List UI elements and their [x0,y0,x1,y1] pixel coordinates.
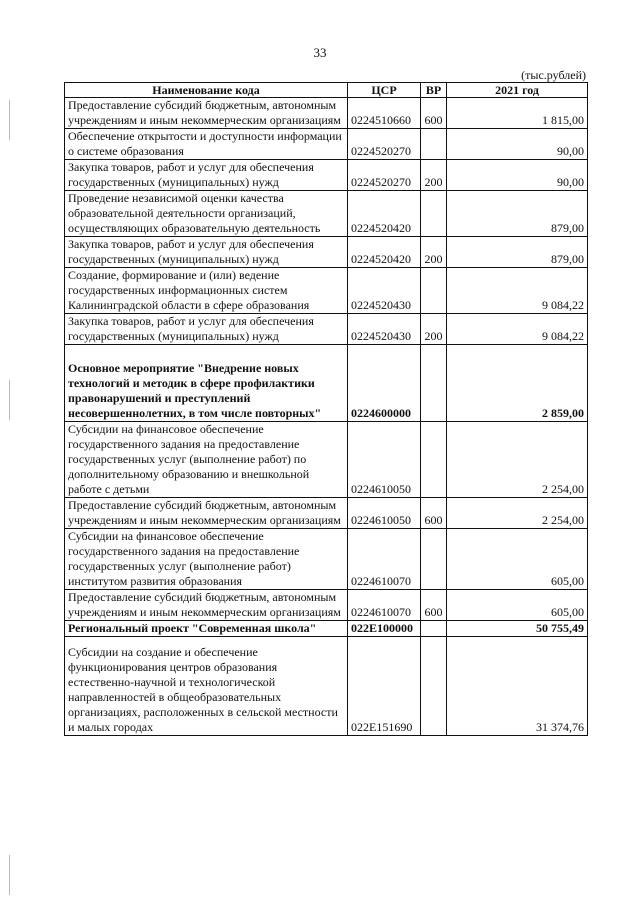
row-vr: 200 [421,160,447,191]
row-amount: 2 254,00 [447,422,588,498]
row-vr [421,129,447,160]
row-csr: 0224610050 [348,422,421,498]
row-csr: 0224610050 [348,498,421,529]
table-row-section [65,621,588,637]
row-csr: 0224520420 [348,237,421,268]
row-name: Создание, формирование и (или) ведение государственных информационных систем Калининградской области в сфере образования [65,268,348,314]
row-name: Основное мероприятие "Внедрение новых технологий и методик в сфере профилактики правонарушений и преступлений несовершеннолетних, в том числе повторных" [65,345,348,422]
row-name: Предоставление субсидий бюджетным, автономным учреждениям и иным некоммерческим организациям [65,590,348,621]
row-csr: 0224610070 [348,590,421,621]
row-vr: 600 [421,590,447,621]
row-vr [421,621,447,637]
row-amount: 90,00 [447,160,588,191]
row-csr: 0224510660 [348,98,421,129]
row-csr: 0224520270 [348,160,421,191]
row-amount: 605,00 [447,529,588,590]
row-name: Субсидии на финансовое обеспечение государственного задания на предоставление государственных услуг (выполнение работ) институтом развития образования [65,529,348,590]
row-name: Предоставление субсидий бюджетным, автономным учреждениям и иным некоммерческим организациям [65,98,348,129]
table-row [65,529,588,590]
row-vr [421,268,447,314]
row-amount: 605,00 [447,590,588,621]
row-amount: 31 374,76 [447,637,588,736]
table-row [65,637,588,736]
table-row [65,98,588,129]
table-row [65,314,588,345]
row-csr: 0224520430 [348,314,421,345]
row-csr: 0224610070 [348,529,421,590]
units-label: (тыс.рублей) [521,68,586,82]
row-amount: 9 084,22 [447,314,588,345]
header-name: Наименование кода [65,83,348,98]
binding-mark-middle [9,380,10,420]
row-name: Субсидии на финансовое обеспечение государственного задания на предоставление государственных услуг (выполнение работ) по дополнительному образованию и внешкольной работе с детьми [65,422,348,498]
row-vr: 600 [421,98,447,129]
row-vr: 200 [421,237,447,268]
table-row [65,498,588,529]
table-row [65,191,588,237]
table-row [65,160,588,191]
row-csr: 022E100000 [348,621,421,637]
row-amount: 879,00 [447,237,588,268]
row-amount: 1 815,00 [447,98,588,129]
row-amount: 2 859,00 [447,345,588,422]
row-name: Обеспечение открытости и доступности информации о системе образования [65,129,348,160]
row-amount: 2 254,00 [447,498,588,529]
row-amount: 879,00 [447,191,588,237]
row-csr: 022E151690 [348,637,421,736]
page-number: 33 [313,45,327,60]
header-vr: ВР [421,83,447,98]
row-name: Проведение независимой оценки качества образовательной деятельности организаций, осуществляющих образовательную деятельность [65,191,348,237]
table-header-row [65,83,588,98]
row-name: Закупка товаров, работ и услуг для обеспечения государственных (муниципальных) нужд [65,237,348,268]
table-row [65,268,588,314]
row-amount: 90,00 [447,129,588,160]
row-vr [421,422,447,498]
row-csr: 0224600000 [348,345,421,422]
row-name: Закупка товаров, работ и услуг для обеспечения государственных (муниципальных) нужд [65,160,348,191]
table-row [65,422,588,498]
row-vr [421,637,447,736]
row-vr [421,191,447,237]
table-row [65,129,588,160]
table-row [65,590,588,621]
row-vr: 600 [421,498,447,529]
row-vr [421,345,447,422]
row-csr: 0224520270 [348,129,421,160]
table-row [65,237,588,268]
row-name: Закупка товаров, работ и услуг для обеспечения государственных (муниципальных) нужд [65,314,348,345]
row-amount: 9 084,22 [447,268,588,314]
row-vr: 200 [421,314,447,345]
header-year: 2021 год [447,83,588,98]
budget-table [64,82,588,736]
row-name: Предоставление субсидий бюджетным, автономным учреждениям и иным некоммерческим организациям [65,498,348,529]
row-vr [421,529,447,590]
row-csr: 0224520430 [348,268,421,314]
row-amount: 50 755,49 [447,621,588,637]
row-name: Субсидии на создание и обеспечение функционирования центров образования естественно-научной и технологической направленностей в общеобразовательных организациях, расположенных в сельской местности и малых городах [65,637,348,736]
table-row-section [65,345,588,422]
binding-mark-bottom [9,855,10,895]
row-name: Региональный проект "Современная школа" [65,621,348,637]
header-csr: ЦСР [348,83,421,98]
row-csr: 0224520420 [348,191,421,237]
binding-mark-top [9,100,10,140]
